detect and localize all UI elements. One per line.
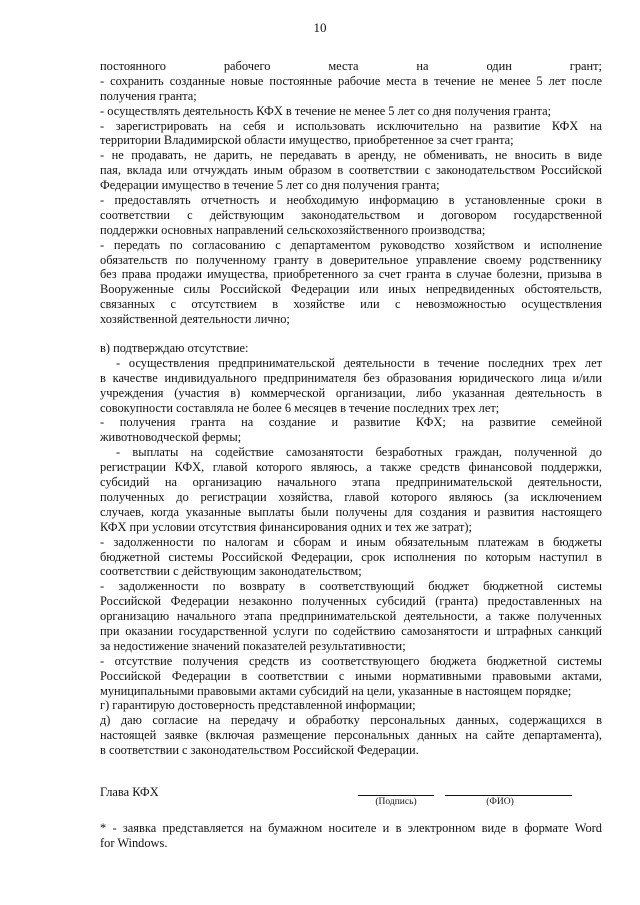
- signature-block: [100, 785, 602, 825]
- text-line: - задолженности по налогам и сборам и иным обязательным платежам в бюджеты: [100, 534, 602, 549]
- text-line: - осуществлять деятельность КФХ в течение не менее 5 лет со дня получения гранта;: [100, 103, 552, 118]
- text-line: бюджетной системы Российской Федерации, срок исполнения по которым наступил в: [100, 549, 602, 564]
- signature-caption: (Подпись): [375, 797, 417, 807]
- text-line: - задолженности по возврату в соответствующий бюджет бюджетной системы: [100, 579, 602, 594]
- document-body: [100, 59, 602, 758]
- head-label: Глава КФХ: [100, 785, 159, 799]
- text-line: получения гранта;: [100, 88, 197, 103]
- text-line: в) подтверждаю отсутствие:: [100, 341, 249, 356]
- text-line: субсидий на организацию начального этапа предпринимательской деятельности,: [100, 475, 602, 490]
- name-line: [445, 795, 572, 796]
- text-line: Вооруженные силы Российской Федерации или иных непредвиденных обстоятельств,: [100, 282, 602, 297]
- text-line: Российской Федерации в соответствии с иными нормативными правовыми актами,: [100, 668, 602, 683]
- text-line: соответствии с действующим законодательством;: [100, 564, 362, 579]
- text-line: учреждения (участия в) коммерческой организации, либо указанная деятельность в: [100, 385, 602, 400]
- text-line: совокупности составляла не более 6 месяцев в течение последних трех лет;: [100, 400, 500, 415]
- text-line: в качестве индивидуального предпринимателя без образования юридического лица и/или: [100, 370, 602, 385]
- text-line: - получения гранта на создание и развитие КФХ; на развитие семейной: [100, 415, 602, 430]
- text-line: г) гарантирую достоверность представленной информации;: [100, 698, 416, 713]
- text-line: - передать по согласованию с департаментом руководство хозяйством и исполнение: [100, 237, 602, 252]
- text-line: полученных до регистрации хозяйства, главой которого являюсь (за исключением: [100, 489, 602, 504]
- text-line: - не продавать, не дарить, не передавать в аренду, не обменивать, не вносить в виде: [100, 148, 602, 163]
- name-caption: (ФИО): [486, 797, 514, 807]
- text-line: поддержки основных направлений сельскохозяйственного производства;: [100, 222, 486, 237]
- text-line: животноводческой фермы;: [100, 430, 242, 445]
- text-line: - предоставлять отчетность и необходимую информацию в установленные сроки в: [100, 193, 602, 208]
- text-line: настоящей заявке (включая размещение персональных данных на сайте департамента),: [100, 728, 602, 743]
- text-line: - выплаты на содействие самозанятости безработных граждан, полученной до: [116, 445, 602, 460]
- text-line: территории Владимирской области имущество, приобретенное за счет гранта;: [100, 133, 514, 148]
- text-line: регистрации КФХ, главой которого являюсь, а также средств финансовой поддержки,: [100, 460, 602, 475]
- text-line: - отсутствие получения средств из соответствующего бюджета бюджетной системы: [100, 653, 602, 668]
- footnote-line: * - заявка представляется на бумажном носителе и в электронном виде в формате Word: [100, 821, 602, 835]
- text-line: Федерации имущество в течение 5 лет со дня получения гранта;: [100, 178, 440, 193]
- text-line: в соответствии с законодательством Российской Федерации.: [100, 743, 419, 758]
- text-line: муниципальными правовыми актами субсидий на цели, указанные в настоящем порядке;: [100, 683, 572, 698]
- signature-line: [358, 795, 434, 796]
- text-line: д) даю согласие на передачу и обработку персональных данных, содержащихся в: [100, 713, 602, 728]
- text-line: без права продажи имущества, приобретенного за счет гранта в случае болезни, призыва в: [100, 267, 602, 282]
- text-line: хозяйственной деятельности лично;: [100, 312, 290, 327]
- text-line: при оказании государственной услуги по содействию самозанятости и штрафных санкций: [100, 623, 602, 638]
- text-line: организацию начального этапа предпринимательской деятельности, а также полученных: [100, 609, 602, 624]
- text-line: постоянного рабочего места на один грант;: [100, 59, 602, 73]
- text-line: - осуществления предпринимательской деятельности в течение последних трех лет: [116, 355, 602, 370]
- text-line: случаев, когда указанные выплаты были получены для создания и развития настоящего: [100, 504, 602, 519]
- text-line: пая, вклада или отчуждать иным образом в соответствии с законодательством Российской: [100, 163, 602, 178]
- text-line: обязательств по полученному гранту в доверительное управление своему родственнику: [100, 252, 602, 267]
- page-number: 10: [313, 20, 327, 35]
- footnote-line: for Windows.: [100, 835, 168, 850]
- text-line: соответствии с действующим законодательством и договором государственной: [100, 207, 602, 222]
- text-line: за недостижение значений показателей результативности;: [100, 638, 406, 653]
- text-line: связанных с отсутствием в хозяйстве или с невозможностью осуществления: [100, 297, 602, 312]
- text-line: - зарегистрировать на себя и использовать исключительно на развитие КФХ на: [100, 118, 602, 133]
- footnote: [100, 821, 602, 851]
- paragraph-gap: [100, 327, 602, 341]
- text-line: - сохранить созданные новые постоянные рабочие места в течение не менее 5 лет после: [100, 73, 602, 88]
- text-line: КФХ при условии отсутствия финансирования одних и тех же затрат);: [100, 519, 472, 534]
- text-line: Российской Федерации незаконно полученных субсидий (гранта) предоставленных на: [100, 594, 602, 609]
